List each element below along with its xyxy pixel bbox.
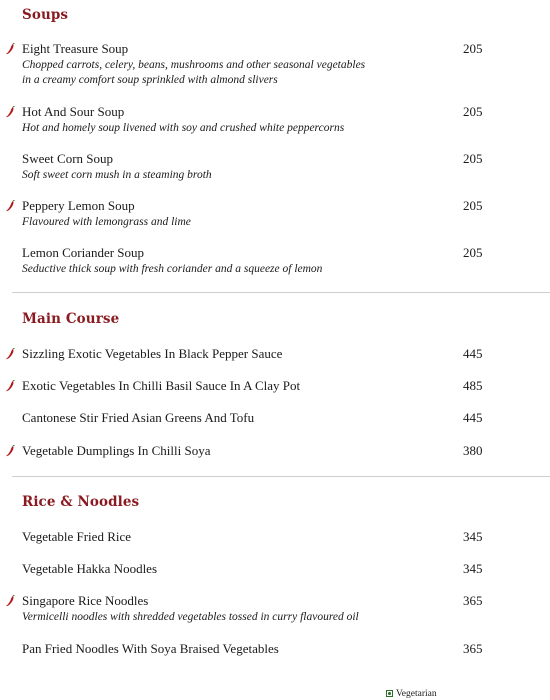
legend-label: Vegetarian [396, 688, 437, 699]
item-name: Vegetable Hakka Noodles [22, 561, 158, 576]
item-price: 365 [463, 641, 483, 656]
item-price: 205 [463, 104, 483, 119]
chilli-icon [5, 200, 15, 212]
item-description [22, 215, 422, 230]
item-name: Peppery Lemon Soup [22, 198, 135, 213]
item-name: Vegetable Fried Rice [22, 529, 132, 544]
item-description [22, 121, 422, 136]
item-name: Exotic Vegetables In Chilli Basil Sauce In A Clay Pot [22, 378, 301, 393]
item-price: 485 [463, 378, 483, 393]
item-name: Lemon Coriander Soup [22, 245, 145, 260]
item-price: 205 [463, 245, 483, 260]
item-name: Sizzling Exotic Vegetables In Black Pepper Sauce [22, 346, 283, 361]
chilli-icon [5, 348, 15, 360]
item-price: 445 [463, 346, 483, 361]
item-name: Sweet Corn Soup [22, 151, 113, 166]
item-description-line: Soft sweet corn mush in a steaming broth [22, 169, 212, 181]
item-price: 345 [463, 561, 483, 576]
section-title-rice-noodles: Rice & Noodles [22, 494, 140, 510]
item-description-line: Hot and homely soup livened with soy and crushed white peppercorns [22, 122, 345, 134]
item-price: 365 [463, 593, 483, 608]
item-description-line: in a creamy comfort soup sprinkled with almond slivers [22, 74, 278, 86]
item-name: Singapore Rice Noodles [22, 593, 149, 608]
item-description-line: Seductive thick soup with fresh coriander and a squeeze of lemon [22, 263, 323, 275]
item-price: 445 [463, 410, 483, 425]
item-name: Hot And Sour Soup [22, 104, 125, 119]
item-description-line: Vermicelli noodles with shredded vegetables tossed in curry flavoured oil [22, 611, 359, 623]
item-description [22, 168, 422, 183]
section-title-soups: Soups [22, 7, 69, 23]
item-description-line: Flavoured with lemongrass and lime [22, 216, 191, 228]
item-name: Vegetable Dumplings In Chilli Soya [22, 443, 211, 458]
item-description-line: Chopped carrots, celery, beans, mushrooms and other seasonal vegetables [22, 59, 366, 71]
chilli-icon [5, 445, 15, 457]
item-name: Eight Treasure Soup [22, 41, 129, 56]
veg-icon [386, 690, 393, 697]
section-divider [12, 476, 550, 477]
chilli-icon [5, 43, 15, 55]
item-description [22, 58, 422, 88]
section-divider [12, 292, 550, 293]
item-name: Pan Fried Noodles With Soya Braised Vegetables [22, 641, 279, 656]
chilli-icon [5, 380, 15, 392]
item-price: 380 [463, 443, 483, 458]
chilli-icon [5, 595, 15, 607]
section-title-main-course: Main Course [22, 311, 120, 327]
item-price: 205 [463, 151, 483, 166]
item-price: 345 [463, 529, 483, 544]
item-description [22, 262, 422, 277]
item-name: Cantonese Stir Fried Asian Greens And Tofu [22, 410, 255, 425]
item-price: 205 [463, 41, 483, 56]
item-price: 205 [463, 198, 483, 213]
legend-vegetarian [386, 687, 437, 700]
item-description [22, 610, 422, 625]
chilli-icon [5, 106, 15, 118]
